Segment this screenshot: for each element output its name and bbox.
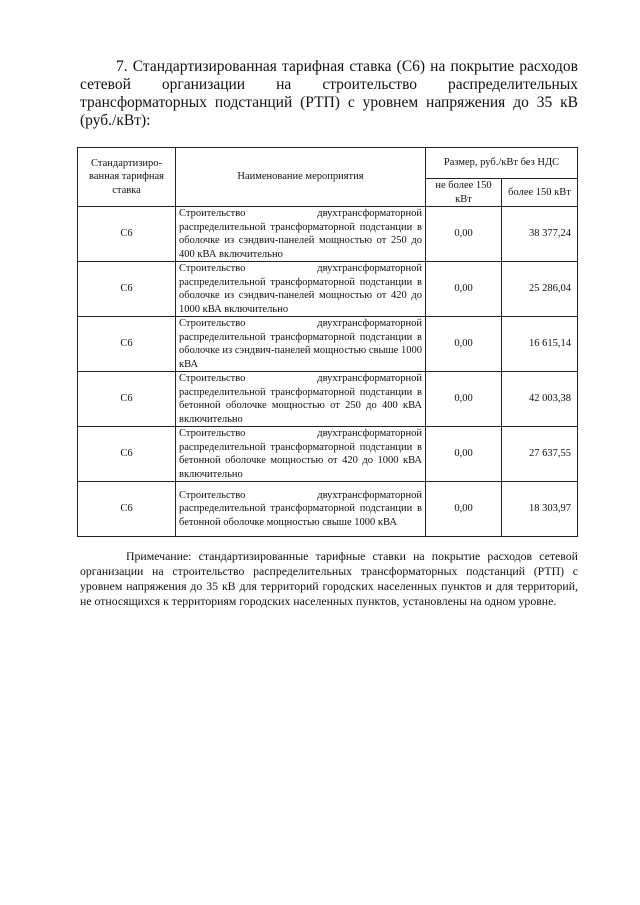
value-up-to-150-cell: 0,00 <box>426 482 502 537</box>
value-up-to-150-cell: 0,00 <box>426 427 502 482</box>
footnote: Примечание: стандартизированные тарифные ставки на покрытие расходов сетевой организации на строительство распределительных трансформаторных подстанций (РТП) с уровнем напряжения до 35 кВ для территорий городских населенных пунктов и для территорий, не относящихся к территориям городских населенных пунктов, установлены на одном уровне. <box>80 549 578 608</box>
column-header-size: Размер, руб./кВт без НДС <box>426 148 578 179</box>
value-up-to-150-cell: 0,00 <box>426 262 502 317</box>
value-up-to-150-cell: 0,00 <box>426 207 502 262</box>
activity-cell: Строительство двухтрансформаторной распределительной трансформаторной подстанции в бетонной оболочке мощностью свыше 1000 кВА <box>176 482 426 537</box>
activity-cell: Строительство двухтрансформаторной распределительной трансформаторной подстанции в бетонной оболочке мощностью от 250 до 400 кВА включительно <box>176 372 426 427</box>
activity-cell: Строительство двухтрансформаторной распределительной трансформаторной подстанции в бетонной оболочке мощностью от 420 до 1000 кВА включительно <box>176 427 426 482</box>
value-over-150-cell: 25 286,04 <box>502 262 578 317</box>
value-over-150-cell: 38 377,24 <box>502 207 578 262</box>
rate-code-cell: С6 <box>78 482 176 537</box>
value-up-to-150-cell: 0,00 <box>426 317 502 372</box>
table-row <box>78 207 578 262</box>
value-over-150-cell: 27 637,55 <box>502 427 578 482</box>
rate-code-cell: С6 <box>78 427 176 482</box>
column-header-over-150: более 150 кВт <box>502 179 578 207</box>
table-row <box>78 482 578 537</box>
activity-cell: Строительство двухтрансформаторной распределительной трансформаторной подстанции в оболочке из сэндвич-панелей мощностью свыше 1000 кВА <box>176 317 426 372</box>
column-header-rate: Стандартизиро-ванная тарифная ставка <box>78 148 176 207</box>
value-over-150-cell: 16 615,14 <box>502 317 578 372</box>
table-row <box>78 427 578 482</box>
tariff-table <box>77 147 578 537</box>
activity-cell: Строительство двухтрансформаторной распределительной трансформаторной подстанции в оболочке из сэндвич-панелей мощностью от 250 до 400 кВА включительно <box>176 207 426 262</box>
activity-cell: Строительство двухтрансформаторной распределительной трансформаторной подстанции в оболочке из сэндвич-панелей мощностью от 420 до 1000 кВА включительно <box>176 262 426 317</box>
table-row <box>78 317 578 372</box>
column-header-up-to-150: не более 150 кВт <box>426 179 502 207</box>
value-over-150-cell: 18 303,97 <box>502 482 578 537</box>
table-row <box>78 372 578 427</box>
value-over-150-cell: 42 003,38 <box>502 372 578 427</box>
rate-code-cell: С6 <box>78 372 176 427</box>
column-header-activity: Наименование мероприятия <box>176 148 426 207</box>
rate-code-cell: С6 <box>78 207 176 262</box>
value-up-to-150-cell: 0,00 <box>426 372 502 427</box>
table-row <box>78 262 578 317</box>
section-heading: 7. Стандартизированная тарифная ставка (С6) на покрытие расходов сетевой организации на строительство распределительных трансформаторных подстанций (РТП) с уровнем напряжения до 35 кВ (руб./кВт): <box>80 58 578 129</box>
rate-code-cell: С6 <box>78 262 176 317</box>
rate-code-cell: С6 <box>78 317 176 372</box>
